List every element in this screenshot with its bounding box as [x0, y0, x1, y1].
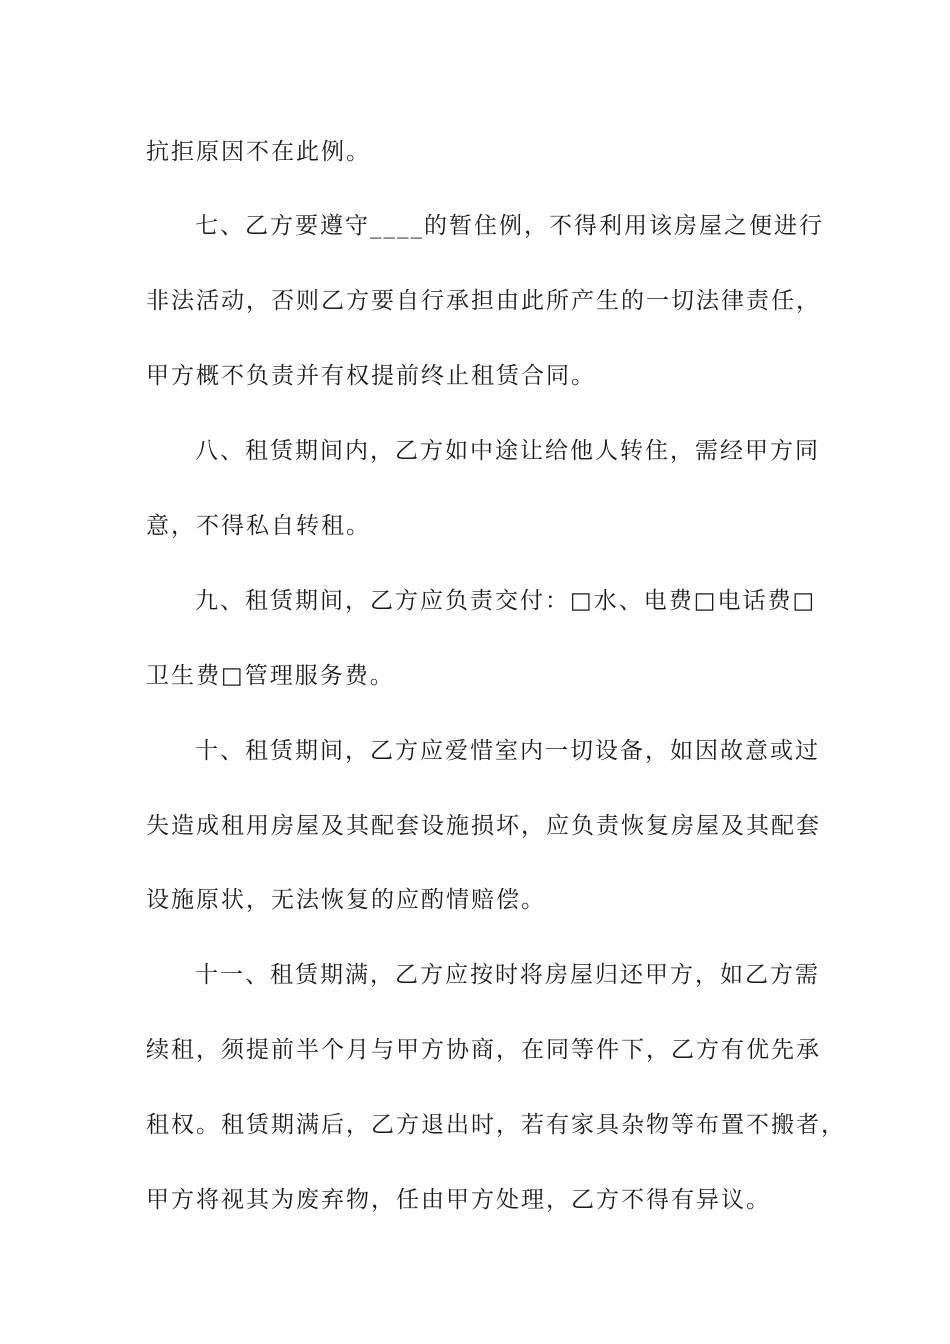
- clause-8-line: 八、租赁期间内，乙方如中途让给他人转住，需经甲方同: [195, 438, 820, 464]
- text-line: 抗拒原因不在此例。: [146, 139, 371, 165]
- text-line: 甲方概不负责并有权提前终止租赁合同。: [146, 363, 596, 389]
- clause-11-line: 十一、租赁期满，乙方应按时将房屋归还甲方，如乙方需: [195, 962, 820, 988]
- text-line: 非法活动，否则乙方要自行承担由此所产生的一切法律责任，: [146, 288, 821, 314]
- clause-7-line: 七、乙方要遵守____的暂住例，不得利用该房屋之便进行: [195, 213, 824, 239]
- text-line: 失造成租用房屋及其配套设施损坏，应负责恢复房屋及其配套: [146, 813, 821, 839]
- text-line: 意，不得私自转租。: [146, 513, 371, 539]
- clause-10-line: 十、租赁期间，乙方应爱惜室内一切设备，如因故意或过: [195, 738, 820, 764]
- text-line: 卫生费□管理服务费。: [146, 663, 395, 689]
- text-line: 甲方将视其为废弃物，任由甲方处理，乙方不得有异议。: [146, 1187, 771, 1213]
- text-line: 设施原状，无法恢复的应酌情赔偿。: [146, 887, 546, 913]
- text-line: 续租，须提前半个月与甲方协商，在同等件下，乙方有优先承: [146, 1037, 821, 1063]
- clause-9-line: 九、租赁期间，乙方应负责交付：□水、电费□电话费□: [195, 588, 817, 614]
- text-line: 租权。租赁期满后，乙方退出时，若有家具杂物等布置不搬者，: [146, 1112, 846, 1138]
